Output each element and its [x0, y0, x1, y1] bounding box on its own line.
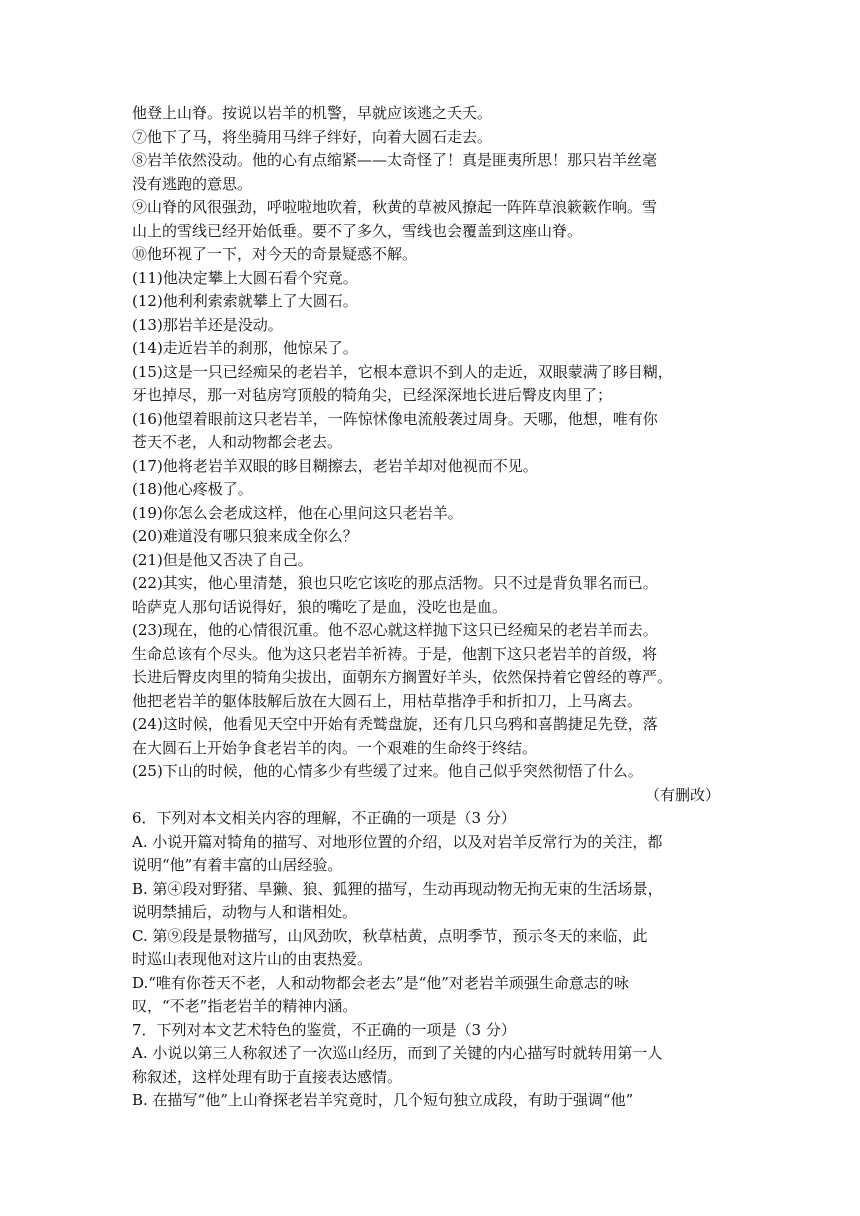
question-line: 叹，“不老”指老岩羊的精神内涵。	[132, 997, 358, 1015]
document-page	[132, 102, 742, 1113]
question-line: 说明禁捕后，动物与人和谐相处。	[132, 903, 358, 921]
text-line: (24)这时候，他看见天空中开始有秃鹫盘旋，还有几只乌鸦和喜鹊捷足先登，落	[132, 715, 658, 733]
text-line: ⑧岩羊依然没动。他的心有点缩紧——太奇怪了！真是匪夷所思！那只岩羊丝毫	[132, 151, 658, 169]
text-line: (19)你怎么会老成这样，他在心里问这只老岩羊。	[132, 503, 463, 522]
text-line: 山上的雪线已经开始低垂。要不了多久，雪线也会覆盖到这座山脊。	[132, 221, 583, 240]
question-line: 7．下列对本文艺术特色的鉴赏，不正确的一项是（3 分）	[132, 1020, 516, 1039]
text-line: (15)这是一只已经痴呆的老岩羊，它根本意识不到人的走近，双眼蒙满了眵目糊，	[132, 362, 673, 381]
question-line: A. 小说以第三人称叙述了一次巡山经历，而到了关键的内心描写时就转用第一人	[132, 1044, 663, 1062]
text-line: (12)他利利索索就攀上了大圆石。	[132, 292, 358, 310]
text-line: 长进后臀皮肉里的犄角尖拔出，面朝东方搁置好羊头，依然保持着它曾经的尊严。	[132, 668, 673, 686]
text-line: (25)下山的时候，他的心情多少有些缓了过来。他自己似乎突然彻悟了什么。	[132, 762, 643, 780]
passage-body	[132, 102, 742, 784]
question-line: B. 第④段对野猪、旱獭、狼、狐狸的描写，生动再现动物无拘无束的生活场景，	[132, 879, 663, 898]
text-line: (18)他心疼极了。	[132, 480, 253, 498]
question-line: 6．下列对本文相关内容的理解，不正确的一项是（3 分）	[132, 809, 516, 827]
text-line: 他把老岩羊的躯体肢解后放在大圆石上，用枯草揩净手和折扣刀，上马离去。	[132, 691, 643, 710]
question-line: 说明“他”有着丰富的山居经验。	[132, 856, 343, 874]
revision-note: （有删改）	[644, 785, 720, 804]
text-line: 他登上山脊。按说以岩羊的机警，早就应该逃之夭夭。	[132, 104, 493, 122]
questions-section	[132, 807, 742, 1113]
text-line: 生命总该有个尽头。他为这只老岩羊祈祷。于是，他割下这只老岩羊的首级，将	[132, 644, 658, 663]
text-line: (16)他望着眼前这只老岩羊，一阵惊怵像电流般袭过周身。天哪，他想，唯有你	[132, 409, 658, 428]
text-line: ⑩他环视了一下，对今天的奇景疑惑不解。	[132, 245, 418, 263]
text-line: 没有逃跑的意思。	[132, 174, 253, 193]
text-line: (20)难道没有哪只狼来成全你么？	[132, 527, 358, 545]
text-line: 苍天不老，人和动物都会老去。	[132, 433, 343, 451]
question-line: D.“唯有你苍天不老，人和动物都会老去”是“他”对老岩羊顽强生命意志的咏	[132, 973, 629, 992]
text-line: (23)现在，他的心情很沉重。他不忍心就这样抛下这只已经痴呆的老岩羊而去。	[132, 621, 658, 639]
text-line: (14)走近岩羊的刹那，他惊呆了。	[132, 339, 358, 357]
question-line: 称叙述，这样处理有助于直接表达感情。	[132, 1067, 403, 1086]
question-line: 时巡山表现他对这片山的由衷热爱。	[132, 950, 373, 968]
text-line: 哈萨克人那句话说得好，狼的嘴吃了是血，没吃也是血。	[132, 597, 508, 616]
text-line: 牙也掉尽，那一对毡房穹顶般的犄角尖，已经深深地长进后臀皮肉里了；	[132, 386, 613, 404]
text-line: (13)那岩羊还是没动。	[132, 315, 283, 334]
text-line: (11)他决定攀上大圆石看个究竟。	[132, 268, 358, 287]
question-line: B. 在描写“他”上山脊探老岩羊究竟时，几个短句独立成段，有助于强调“他”	[132, 1091, 634, 1109]
question-line: C. 第⑨段是景物描写，山风劲吹，秋草枯黄，点明季节，预示冬天的来临，此	[132, 926, 648, 945]
text-line: ⑦他下了马，将坐骑用马绊子绊好，向着大圆石走去。	[132, 127, 493, 146]
text-line: ⑨山脊的风很强劲，呼啦啦地吹着，秋黄的草被风撩起一阵阵草浪簌簌作响。雪	[132, 198, 658, 216]
text-line: 在大圆石上开始争食老岩羊的肉。一个艰难的生命终于终结。	[132, 738, 538, 757]
question-line: A. 小说开篇对犄角的描写、对地形位置的介绍，以及对岩羊反常行为的关注，都	[132, 832, 663, 851]
text-line: (17)他将老岩羊双眼的眵目糊擦去，老岩羊却对他视而不见。	[132, 456, 538, 475]
text-line: (22)其实，他心里清楚，狼也只吃它该吃的那点活物。只不过是背负罪名而已。	[132, 574, 658, 592]
text-line: (21)但是他又否决了自己。	[132, 550, 313, 569]
